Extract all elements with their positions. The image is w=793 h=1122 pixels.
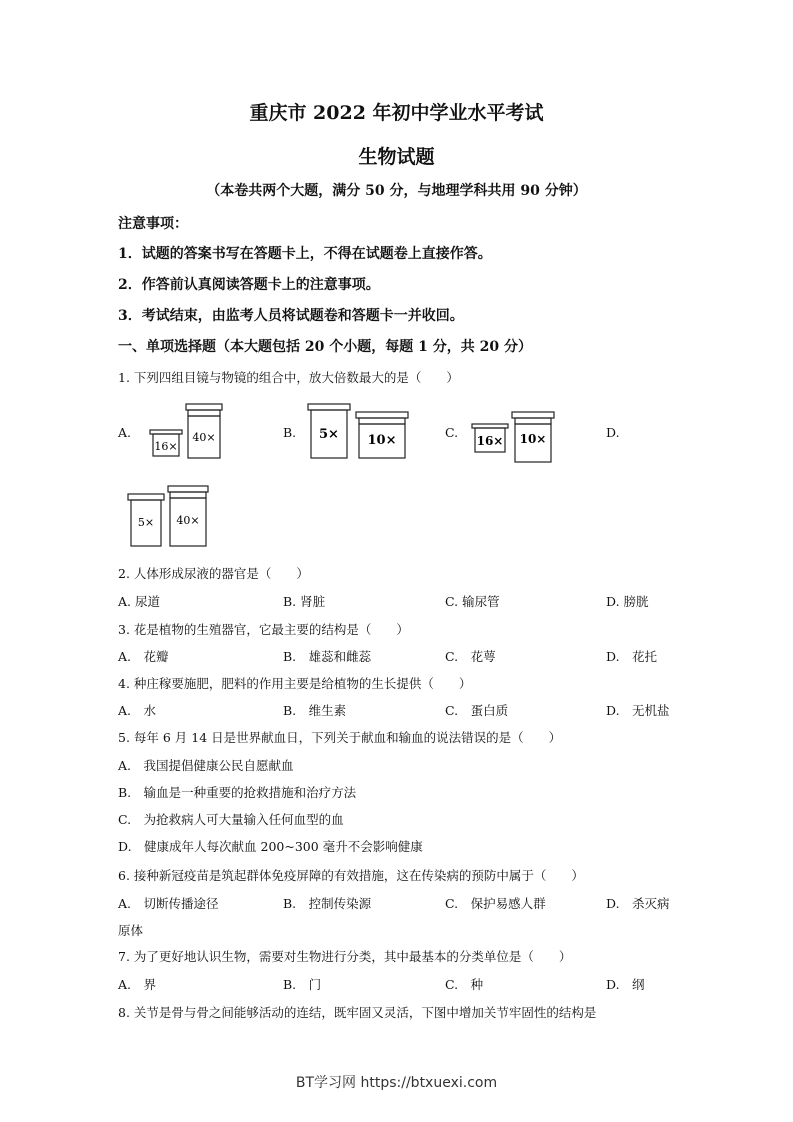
notices-heading: 注意事项：	[118, 216, 188, 232]
notice-item: 3．考试结束，由监考人员将试题卷和答题卡一并收回。	[118, 308, 464, 324]
question-stem: 7. 为了更好地认识生物，需要对生物进行分类，其中最基本的分类单位是（ ）	[118, 949, 572, 964]
lens-pair-figure-a	[148, 402, 228, 462]
question-stem: 6. 接种新冠疫苗是筑起群体免疫屏障的有效措施，这在传染病的预防中属于（ ）	[118, 868, 584, 883]
option: B. 门	[283, 977, 322, 992]
option: B. 控制传染源	[283, 896, 372, 911]
question-stem: 3. 花是植物的生殖器官，它最主要的结构是（ ）	[118, 622, 409, 637]
exam-note: （本卷共两个大题，满分 50 分，与地理学科共用 90 分钟）	[206, 183, 587, 199]
lens-label: 10×	[519, 432, 547, 446]
lens-label: 16×	[154, 440, 178, 453]
lens-label: 5×	[319, 427, 339, 442]
question-stem: 4. 种庄稼要施肥，肥料的作用主要是给植物的生长提供（ ）	[118, 676, 472, 691]
option: C. 为抢救病人可大量输入任何血型的血	[118, 812, 344, 827]
option: D. 杀灭病	[606, 896, 670, 911]
option: D. 膀胱	[606, 594, 649, 609]
option: C. 花萼	[445, 649, 496, 664]
exam-subtitle: 生物试题	[358, 146, 435, 168]
option: D. 纲	[606, 977, 645, 992]
option: D. 无机盐	[606, 703, 670, 718]
option: B. 肾脏	[283, 594, 326, 609]
option-label: B.	[283, 425, 297, 440]
question-stem: 5. 每年 6 月 14 日是世界献血日，下列关于献血和输血的说法错误的是（ ）	[118, 730, 562, 745]
question-stem: 2. 人体形成尿液的器官是（ ）	[118, 566, 309, 581]
lens-pair-figure-c	[470, 410, 560, 466]
option-label: A.	[118, 425, 132, 440]
exam-title: 重庆市 2022 年初中学业水平考试	[249, 102, 544, 124]
option: C. 保护易感人群	[445, 896, 546, 911]
lens-label: 10×	[367, 433, 397, 448]
option: D. 健康成年人每次献血 200~300 毫升不会影响健康	[118, 839, 423, 854]
option: B. 雄蕊和雌蕊	[283, 649, 372, 664]
option: A. 切断传播途径	[118, 896, 219, 911]
notice-item: 1．试题的答案书写在答题卡上，不得在试题卷上直接作答。	[118, 246, 492, 262]
option: C. 蛋白质	[445, 703, 509, 718]
option-wrap: 原体	[118, 923, 144, 938]
section-heading: 一、单项选择题（本大题包括 20 个小题，每题 1 分，共 20 分）	[118, 339, 532, 355]
lens-label: 40×	[192, 431, 216, 444]
option: C. 输尿管	[445, 594, 500, 609]
question-stem: 1. 下列四组目镜与物镜的组合中，放大倍数最大的是（ ）	[118, 370, 459, 385]
option: A. 我国提倡健康公民自愿献血	[118, 758, 294, 773]
lens-pair-figure-d	[126, 484, 216, 550]
option: A. 尿道	[118, 594, 160, 609]
option: B. 输血是一种重要的抢救措施和治疗方法	[118, 785, 357, 800]
option: C. 种	[445, 977, 484, 992]
option: A. 水	[118, 703, 157, 718]
notice-item: 2．作答前认真阅读答题卡上的注意事项。	[118, 277, 380, 293]
option: A. 花瓣	[118, 649, 169, 664]
option: B. 维生素	[283, 703, 347, 718]
lens-label: 5×	[137, 516, 155, 529]
option-label: D.	[606, 425, 620, 440]
lens-pair-figure-b	[306, 402, 412, 462]
footer-watermark[interactable]: BT学习网 https://btxuexi.com	[295, 1075, 498, 1091]
option: A. 界	[118, 977, 157, 992]
option: D. 花托	[606, 649, 658, 664]
question-stem: 8. 关节是骨与骨之间能够活动的连结，既牢固又灵活，下图中增加关节牢固性的结构是	[118, 1005, 597, 1020]
lens-label: 16×	[476, 434, 504, 448]
option-label: C.	[445, 425, 459, 440]
lens-label: 40×	[176, 514, 200, 527]
